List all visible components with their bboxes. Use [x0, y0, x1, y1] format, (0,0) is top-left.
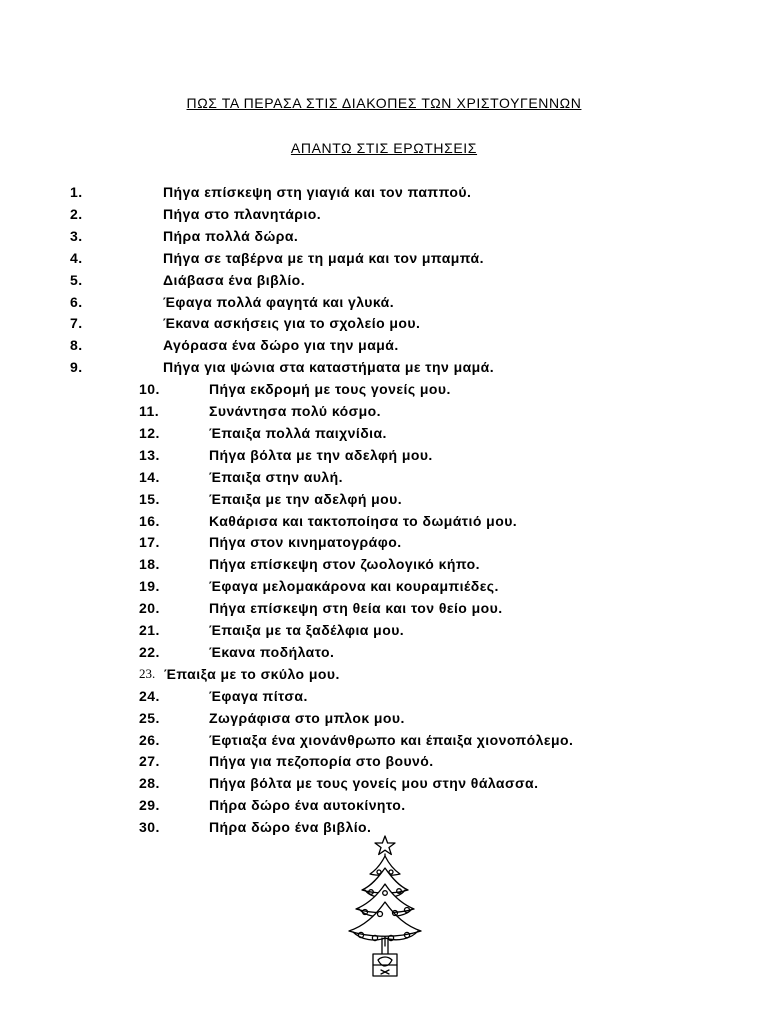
- item-text: Έπαιξα πολλά παιχνίδια.: [209, 425, 387, 441]
- item-number: 24.: [139, 688, 160, 704]
- item-number: 11.: [139, 403, 160, 419]
- item-number: 17.: [139, 534, 160, 550]
- item-text: Έφαγα πίτσα.: [209, 688, 308, 704]
- item-number: 12.: [139, 425, 160, 441]
- item-number: 1.: [70, 184, 83, 200]
- item-text: Έπαιξα με την αδελφή μου.: [209, 491, 403, 507]
- item-text: Πήγα για πεζοπορία στο βουνό.: [209, 753, 434, 769]
- item-text: Διάβασα ένα βιβλίο.: [163, 272, 306, 288]
- item-text: Πήγα βόλτα με την αδελφή μου.: [209, 447, 433, 463]
- item-number: 28.: [139, 775, 160, 791]
- item-text: Ζωγράφισα στο μπλοκ μου.: [209, 710, 405, 726]
- item-text: Πήγα σε ταβέρνα με τη μαμά και τον μπαμπά.: [163, 250, 484, 266]
- item-text: Συνάντησα πολύ κόσμο.: [209, 403, 382, 419]
- item-number: 19.: [139, 578, 160, 594]
- item-number: 20.: [139, 600, 160, 616]
- item-number: 13.: [139, 447, 160, 463]
- item-number: 10.: [139, 381, 160, 397]
- item-text: Πήγα στον κινηματογράφο.: [209, 534, 402, 550]
- item-number: 16.: [139, 513, 160, 529]
- item-number: 9.: [70, 359, 83, 375]
- item-text: Έφτιαξα ένα χιονάνθρωπο και έπαιξα χιονοπόλεμο.: [209, 732, 574, 748]
- item-text: Πήρα δώρο ένα βιβλίο.: [209, 819, 372, 835]
- item-number: 8.: [70, 337, 83, 353]
- christmas-tree-icon: [335, 834, 435, 982]
- item-number: 4.: [70, 250, 83, 266]
- item-number: 29.: [139, 797, 160, 813]
- item-text: Έπαιξα με το σκύλο μου.: [164, 666, 340, 682]
- item-text: Πήγα για ψώνια στα καταστήματα με την μαμά.: [163, 359, 495, 375]
- item-number: 5.: [70, 272, 83, 288]
- page-title: ΠΩΣ ΤΑ ΠΕΡΑΣΑ ΣΤΙΣ ΔΙΑΚΟΠΕΣ ΤΩΝ ΧΡΙΣΤΟΥΓΕΝΝΩΝ: [186, 95, 582, 111]
- item-text: Έφαγα μελομακάρονα και κουραμπιέδες.: [209, 578, 499, 594]
- item-text: Πήγα επίσκεψη στη γιαγιά και τον παππού.: [163, 184, 472, 200]
- item-text: Πήγα επίσκεψη στον ζωολογικό κήπο.: [209, 556, 480, 572]
- item-number: 14.: [139, 469, 160, 485]
- item-text: Έπαιξα στην αυλή.: [209, 469, 344, 485]
- item-number: 25.: [139, 710, 160, 726]
- item-number: 15.: [139, 491, 160, 507]
- item-text: Καθάρισα και τακτοποίησα το δωμάτιό μου.: [209, 513, 518, 529]
- page-subtitle: ΑΠΑΝΤΩ ΣΤΙΣ ΕΡΩΤΗΣΕΙΣ: [290, 140, 478, 156]
- item-text: Έκανα ασκήσεις για το σχολείο μου.: [163, 315, 421, 331]
- item-number: 26.: [139, 732, 160, 748]
- item-text: Πήγα βόλτα με τους γονείς μου στην θάλασσα.: [209, 775, 539, 791]
- item-number: 27.: [139, 753, 160, 769]
- item-number: 22.: [139, 644, 160, 660]
- item-number: 6.: [70, 294, 83, 310]
- item-number: 30.: [139, 819, 160, 835]
- item-number: 7.: [70, 315, 83, 331]
- item-number: 2.: [70, 206, 83, 222]
- item-text: Πήρα πολλά δώρα.: [163, 228, 299, 244]
- item-text: Πήρα δώρο ένα αυτοκίνητο.: [209, 797, 406, 813]
- item-text: Αγόρασα ένα δώρο για την μαμά.: [163, 337, 399, 353]
- item-text: Πήγα εκδρομή με τους γονείς μου.: [209, 381, 451, 397]
- item-text: Έπαιξα με τα ξαδέλφια μου.: [209, 622, 405, 638]
- item-text: Έκανα ποδήλατο.: [209, 644, 335, 660]
- item-text: Έφαγα πολλά φαγητά και γλυκά.: [163, 294, 395, 310]
- item-text: Πήγα επίσκεψη στη θεία και τον θείο μου.: [209, 600, 503, 616]
- item-number: 21.: [139, 622, 160, 638]
- item-number: 23.: [139, 666, 156, 681]
- item-number: 18.: [139, 556, 160, 572]
- item-text: Πήγα στο πλανητάριο.: [163, 206, 322, 222]
- item-number: 3.: [70, 228, 83, 244]
